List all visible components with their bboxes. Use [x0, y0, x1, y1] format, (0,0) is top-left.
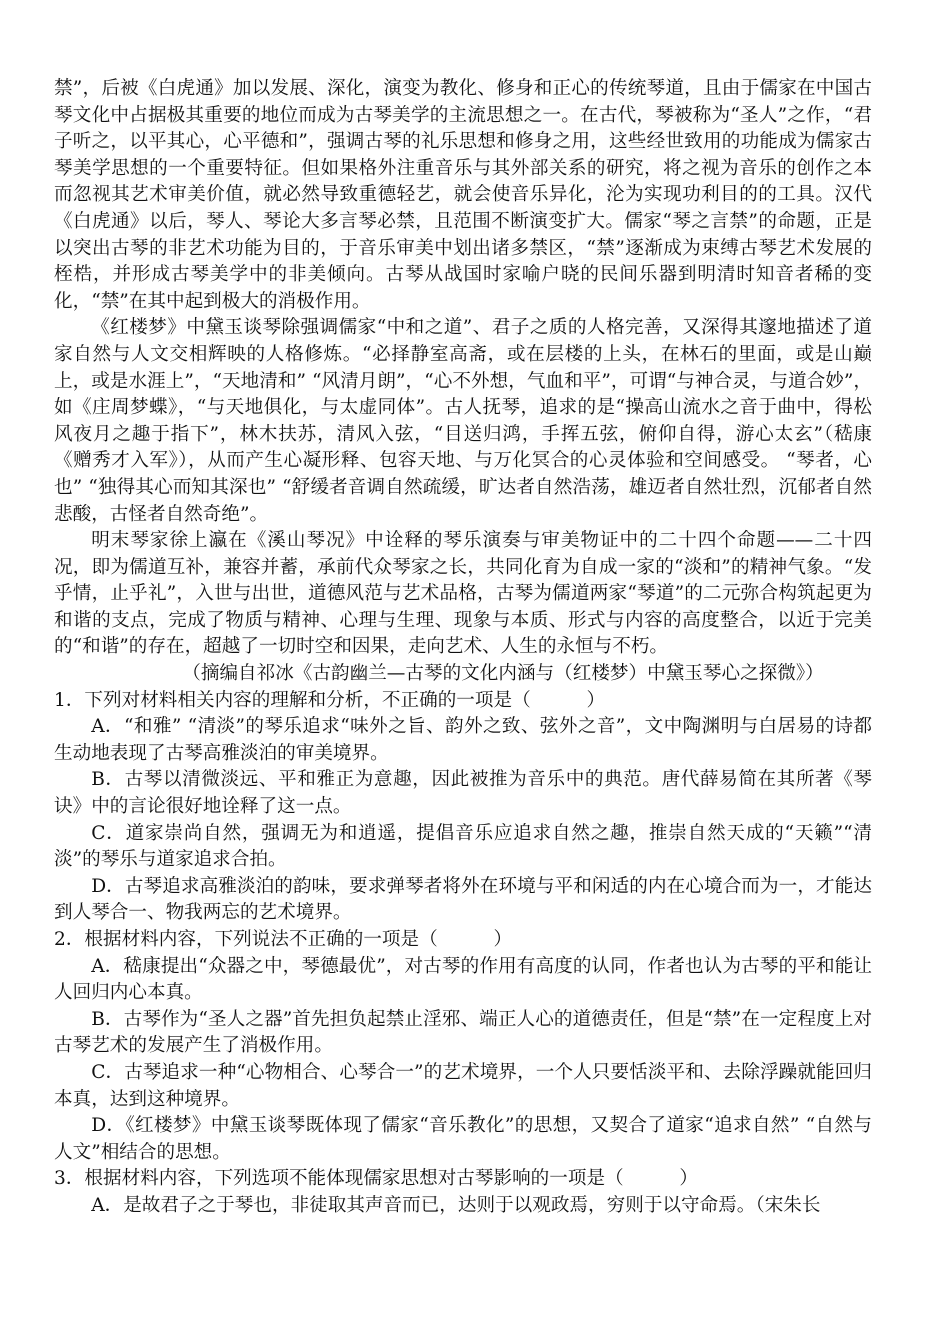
question-1-stem: 1．下列对材料相关内容的理解和分析，不正确的一项是（ ）: [54, 689, 606, 711]
passage-paragraph-2: 《红楼梦》中黛玉谈琴除强调儒家“中和之道”、君子之质的人格完善，又深得其邃地描述了道家自然与人文交相辉映的人格修炼。“必择静室高斋，或在层楼的上头，在林石的里面，或是山巅上，或是水涯上”，“天地清和” “风清月朗”，“心不外想，气血和平”，可谓“与神合灵，与道合妙”，如《庄周梦蝶》，“与天地俱化，与太虚同体”。古人抚琴，追求的是“操高山流水之音于曲中，得松风夜月之趣于指下”，林木扶苏，清风入弦，“目送归鸿，手挥五弦，俯仰自得，游心太玄”（嵇康《赠秀才入军》），从而产生心凝形释、包容天地、与万化冥合的心灵体验和空间感受。 “琴者，心也” “独得其心而知其深也” “舒缓者音调自然疏缓，旷达者自然浩荡，雄迈者自然壮烈，沉郁者自然悲酸，古怪者自然奇绝”。: [54, 317, 872, 525]
question-2-stem: 2．根据材料内容，下列说法不正确的一项是（ ）: [54, 929, 513, 950]
question-2-option-b: B．古琴作为“圣人之器”首先担负起禁止淫邪、端正人心的道德责任，但是“禁”在一定程度上对古琴艺术的发展产生了消极作用。: [54, 1008, 872, 1057]
passage-paragraph-1: 禁”，后被《白虎通》加以发展、深化，演变为教化、修身和正心的传统琴道，且由于儒家在中国古琴文化中占据极其重要的地位而成为古琴美学的主流思想之一。在古代，琴被称为“圣人”之作，“君子听之，以平其心，心平德和”，强调古琴的礼乐思想和修身之用，这些经世致用的功能成为儒家古琴美学思想的一个重要特征。但如果格外注重音乐与其外部关系的研究，将之视为音乐的创作之本而忽视其艺术审美价值，就必然导致重德轻艺，就会使音乐异化，沦为实现功利目的的工具。汉代《白虎通》以后，琴人、琴论大多言琴必禁，且范围不断演变扩大。儒家“琴之言禁”的命题，正是以突出古琴的非艺术功能为目的，于音乐审美中划出诸多禁区，“禁”逐渐成为束缚古琴艺术发展的桎梏，并形成古琴美学中的非美倾向。古琴从战国时家喻户晓的民间乐器到明清时知音者稀的变化，“禁”在其中起到极大的消极作用。: [54, 78, 872, 312]
passage-source: （摘编自祁冰《古韵幽兰—古琴的文化内涵与（红楼梦）中黛玉琴心之探微》）: [182, 663, 824, 685]
passage-paragraph-3: 明末琴家徐上瀛在《溪山琴况》中诠释的琴乐演奏与审美物证中的二十四个命题——二十四况，即为儒道互补，兼容并蓄，承前代众琴家之长，共同化育为自成一家的“淡和”的精神气象。“发乎情，止乎礼”，入世与出世，道德风范与艺术品格，古琴为儒道两家“琴道”的二元弥合构筑起更为和谐的支点，完成了物质与精神、心理与生理、现象与本质、形式与内容的高度整合，以近于完美的“和谐”的存在，超越了一切时空和因果，走向艺术、人生的永恒与不朽。: [54, 530, 872, 658]
question-1-option-b: B．古琴以清微淡远、平和雅正为意趣，因此被推为音乐中的典范。唐代薛易简在其所著《琴诀》中的言论很好地诠释了这一点。: [54, 769, 872, 818]
question-1-option-c: C．道家崇尚自然，强调无为和逍遥，提倡音乐应追求自然之趣，推崇自然天成的“天籁”“清淡”的琴乐与道家追求合拍。: [54, 822, 872, 871]
question-3-stem: 3．根据材料内容，下列选项不能体现儒家思想对古琴影响的一项是（ ）: [54, 1168, 699, 1190]
question-1-option-d: D．古琴追求高雅淡泊的韵味，要求弹琴者将外在环境与平和闲适的内在心境合而为一，才能达到人琴合一、物我两忘的艺术境界。: [54, 875, 872, 924]
question-2-option-d: D．《红楼梦》中黛玉谈琴既体现了儒家“音乐教化”的思想，又契合了道家“追求自然” “自然与人文”相结合的思想。: [54, 1115, 872, 1163]
question-1-option-a: A．“和雅” “清淡”的琴乐追求“味外之旨、韵外之致、弦外之音”，文中陶渊明与白居易的诗都生动地表现了古琴高雅淡泊的审美境界。: [54, 716, 872, 764]
question-3-option-a: A．是故君子之于琴也，非徒取其声音而已，达则于以观政焉，穷则于以守命焉。（宋朱长: [91, 1194, 821, 1216]
question-2-option-a: A．嵇康提出“众器之中，琴德最优”，对古琴的作用有高度的认同，作者也认为古琴的平和能让人回归内心本真。: [54, 955, 872, 1004]
question-2-option-c: C．古琴追求一种“心物相合、心琴合一”的艺术境界，一个人只要恬淡平和、去除浮躁就能回归本真，达到这种境界。: [54, 1061, 872, 1110]
